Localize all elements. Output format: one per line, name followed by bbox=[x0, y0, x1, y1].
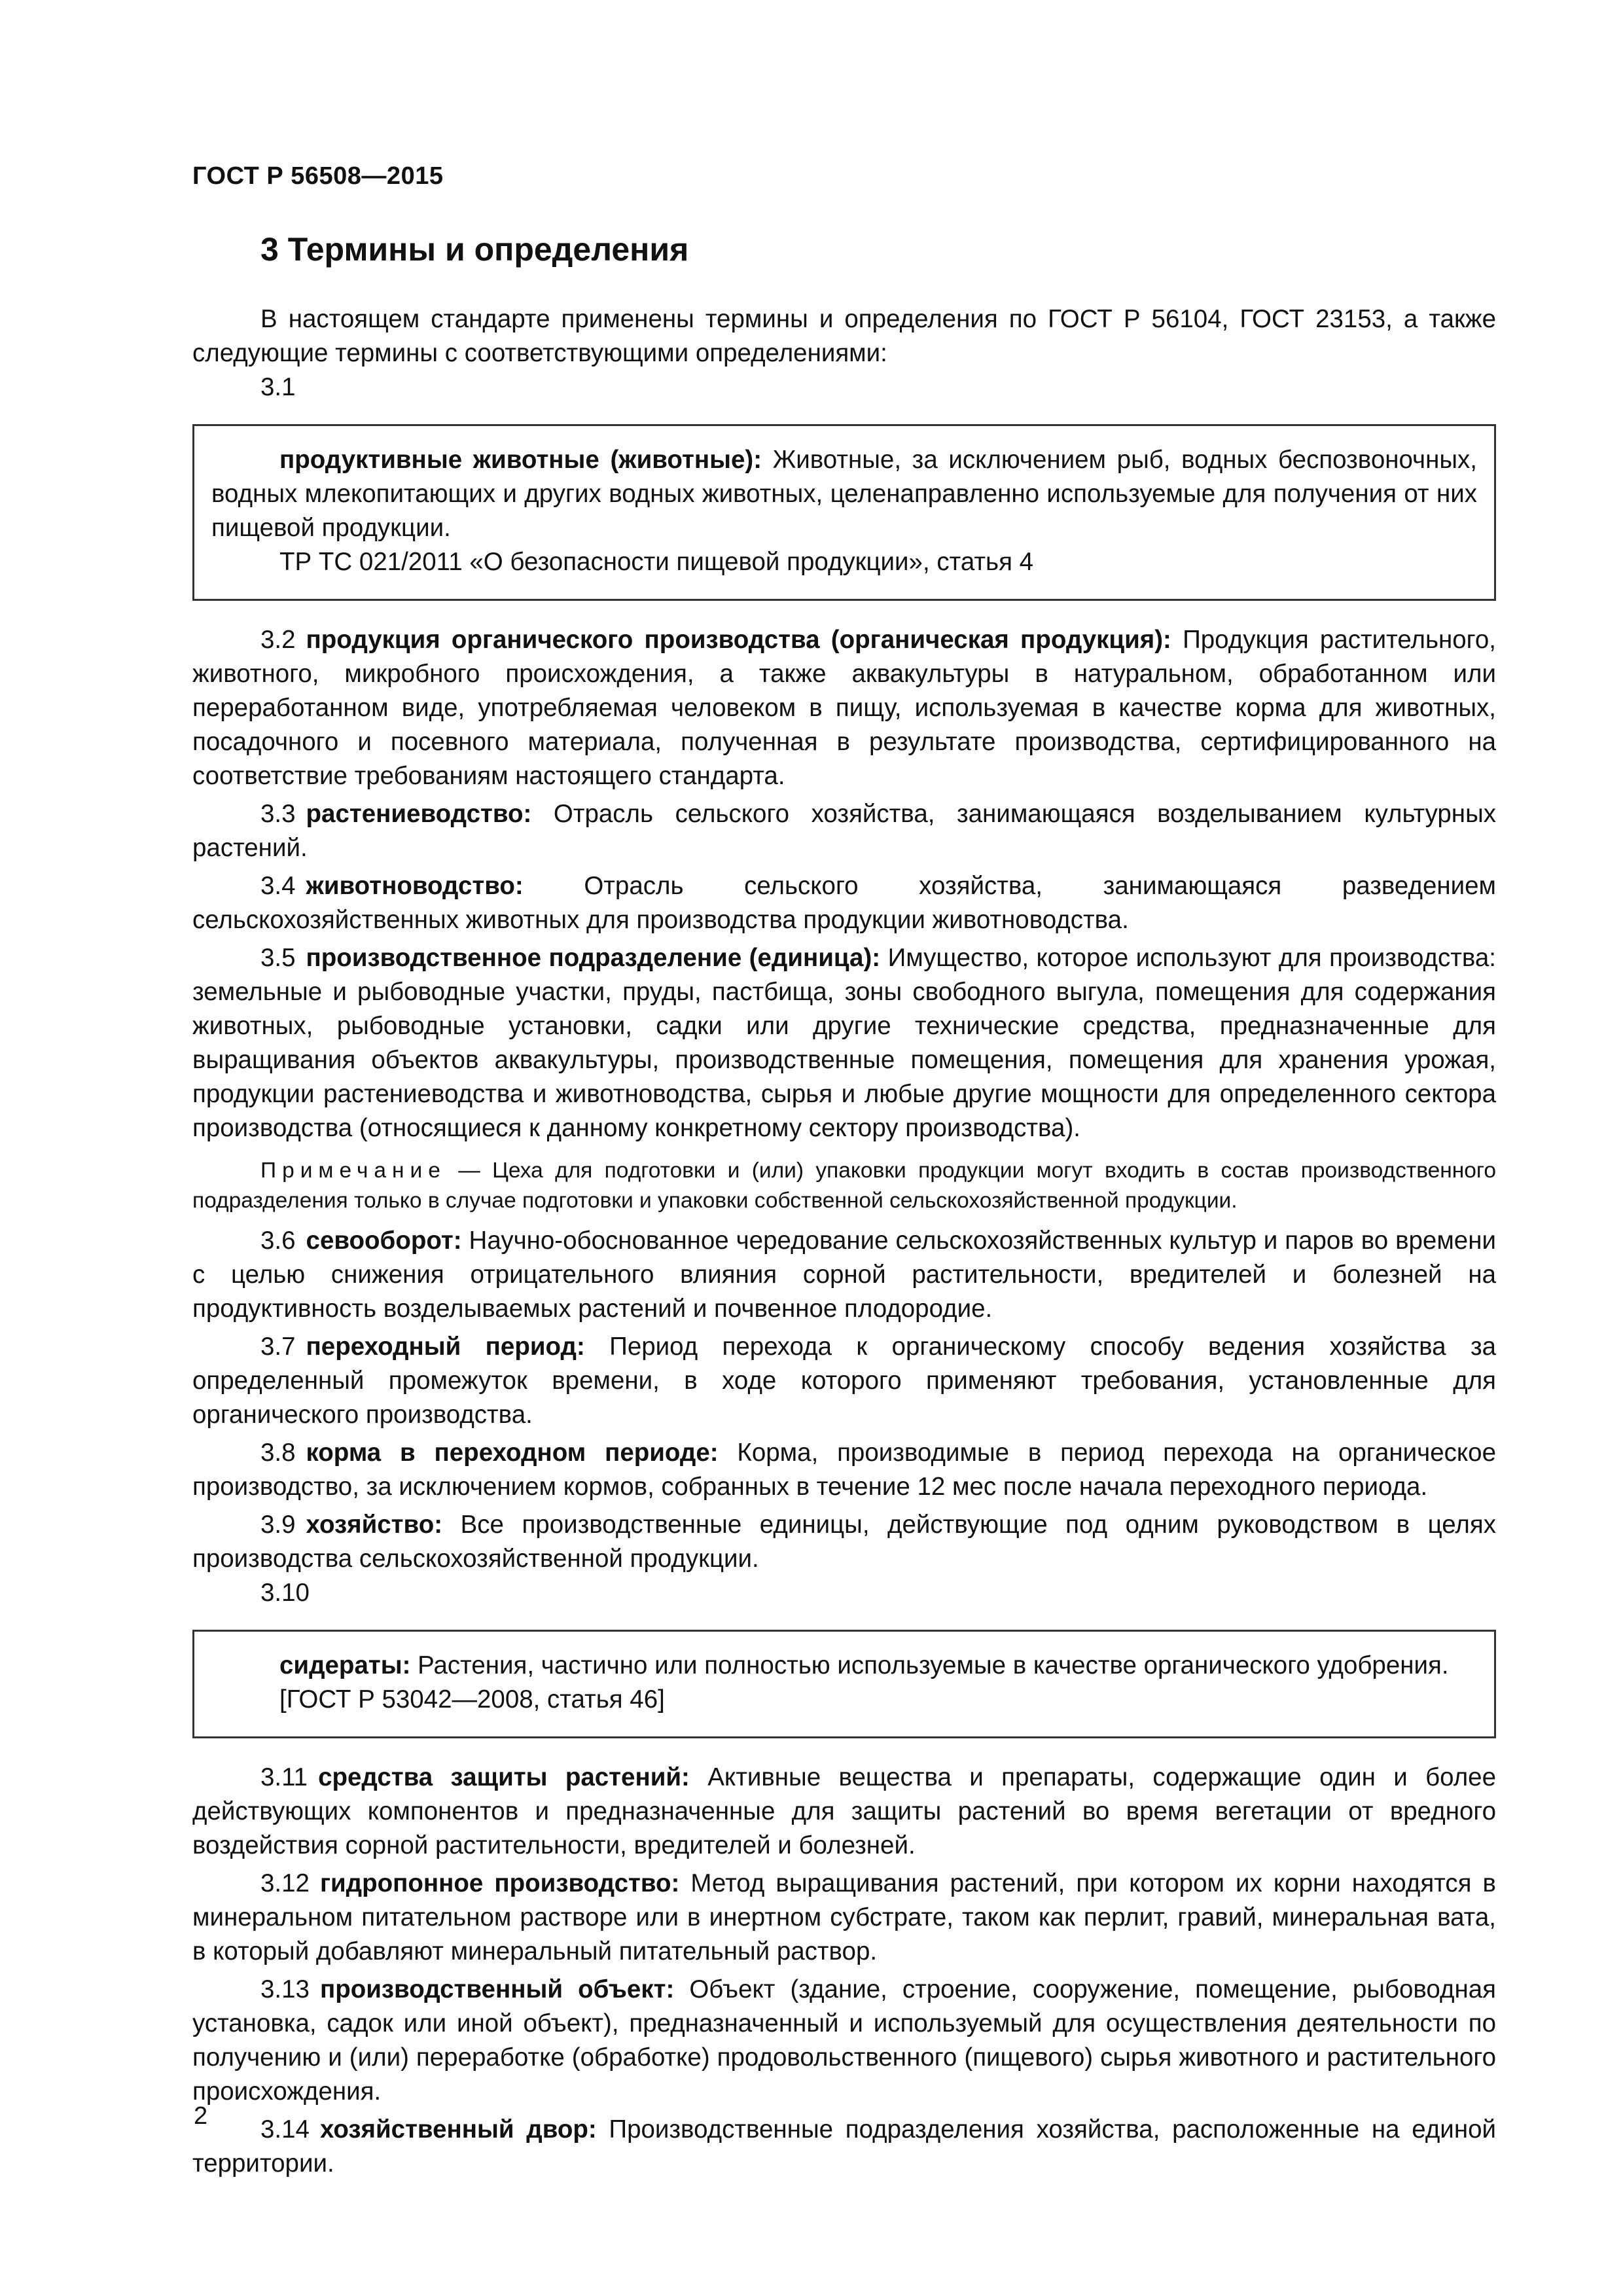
term-number: 3.11 bbox=[260, 1763, 308, 1791]
term-name: сидераты: bbox=[279, 1651, 411, 1679]
term-number: 3.3 bbox=[260, 800, 296, 828]
term-number: 3.6 bbox=[260, 1227, 296, 1255]
term-name: средства защиты растений: bbox=[318, 1763, 690, 1791]
term-name: производственное подразделение (единица): bbox=[306, 944, 881, 972]
term-name: продуктивные животные (животные): bbox=[279, 446, 762, 474]
term-definition: Имущество, которое используют для производства: земельные и рыбоводные участки, пруды, пастбища, зоны свободного выгула, помещения для содержания животных, рыбоводные установки, садки или другие технические средства, предназначенные для выращивания объектов аквакультуры, производственные помещения, помещения для хранения урожая, продукции растениеводства и животноводства, сырья и любые другие мощности для определенного сектора производства (относящиеся к данному конкретному сектору производства). bbox=[192, 944, 1496, 1142]
term-definition: Активные вещества и препараты, содержащие один и более действующих компонентов и предназначенные для защиты растений во время вегетации от вредного воздействия сорной растительности, вредителей и болезней. bbox=[192, 1763, 1497, 1859]
note-paragraph bbox=[192, 1156, 1496, 1216]
term-definition: Период перехода к органическому способу ведения хозяйства за определенный промежуток времени, в ходе которого применяют требования, установленные для органического производства. bbox=[192, 1333, 1497, 1429]
term-name: гидропонное производство: bbox=[319, 1869, 680, 1897]
term-number: 3.8 bbox=[260, 1439, 296, 1467]
term-definition: Производственные подразделения хозяйства, расположенные на единой территории. bbox=[192, 2115, 1496, 2178]
term-number: 3.12 bbox=[260, 1869, 310, 1897]
intro-paragraph: В настоящем стандарте применены термины и определения по ГОСТ Р 56104, ГОСТ 23153, а также следующие термины с соответствующими определениями: bbox=[192, 305, 1496, 367]
term-name: растениеводство: bbox=[306, 800, 532, 828]
term-number: 3.2 bbox=[260, 626, 296, 654]
term-name: переходный период: bbox=[306, 1333, 585, 1361]
term-entry bbox=[192, 869, 1496, 937]
term-definition: Животные, за исключением рыб, водных беспозвоночных, водных млекопитающих и других водных животных, целенаправленно используемые для получения от них пищевой продукции. bbox=[211, 446, 1477, 542]
term-entry bbox=[192, 1867, 1496, 1969]
term-number: 3.4 bbox=[260, 872, 296, 900]
term-entry bbox=[192, 1761, 1496, 1863]
term-definition: Все производственные единицы, действующие под одним руководством в целях производства сельскохозяйственной продукции. bbox=[192, 1511, 1496, 1573]
term-definition: Корма, производимые в период перехода на органическое производство, за исключением кормов, собранных в течение 12 мес после начала переходного периода. bbox=[192, 1439, 1496, 1501]
term-name: животноводство: bbox=[306, 872, 524, 900]
term-entry bbox=[211, 443, 1477, 545]
page-number: 2 bbox=[194, 2102, 208, 2130]
definition-source: [ГОСТ Р 53042—2008, статья 46] bbox=[279, 1685, 665, 1713]
term-number: 3.7 bbox=[260, 1333, 296, 1361]
document-code-header: ГОСТ Р 56508—2015 bbox=[192, 162, 444, 190]
term-number: 3.13 bbox=[260, 1975, 310, 2003]
term-definition: Растения, частично или полностью используемые в качестве органического удобрения. bbox=[410, 1651, 1449, 1679]
term-number: 3.5 bbox=[260, 944, 296, 972]
quoted-definition-box bbox=[192, 1630, 1496, 1738]
term-entry bbox=[192, 623, 1496, 793]
term-entry bbox=[192, 1973, 1496, 2109]
term-entry bbox=[192, 1224, 1496, 1326]
term-name: хозяйственный двор: bbox=[319, 2115, 597, 2144]
term-definition: Отрасль сельского хозяйства, занимающаяся возделыванием культурных растений. bbox=[192, 800, 1496, 862]
term-name: севооборот: bbox=[306, 1227, 462, 1255]
term-name: хозяйство: bbox=[306, 1511, 443, 1539]
term-entry bbox=[192, 941, 1496, 1145]
note-text: — Цеха для подготовки и (или) упаковки продукции могут входить в состав производственного подразделения только в случае подготовки и упаковки собственной сельскохозяйственной продукции. bbox=[192, 1158, 1496, 1213]
term-name: производственный объект: bbox=[319, 1975, 675, 2003]
term-definition: Отрасль сельского хозяйства, занимающаяся разведением сельскохозяйственных животных для производства продукции животноводства. bbox=[192, 872, 1496, 934]
term-definition: Продукция растительного, животного, микробного происхождения, а также аквакультуры в натуральном, обработанном или переработанном виде, употребляемая человеком в пищу, используемая в качестве корма для животных, посадочного и посевного материала, полученная в результате производства, сертифицированного на соответствие требованиям настоящего стандарта. bbox=[192, 626, 1496, 790]
note-label: Примечание bbox=[260, 1158, 446, 1183]
term-definition: Научно-обоснованное чередование сельскохозяйственных культур и паров во времени с целью снижения отрицательного влияния сорной растительности, вредителей и болезней на продуктивность возделываемых растений и почвенное плодородие. bbox=[192, 1227, 1496, 1323]
term-entry bbox=[192, 1330, 1496, 1432]
term-definition: Метод выращивания растений, при котором их корни находятся в минеральном питательном растворе или в инертном субстрате, таком как перлит, гравий, минеральная вата, в который добавляют минеральный питательный раствор. bbox=[192, 1869, 1496, 1965]
definition-source: ТР ТС 021/2011 «О безопасности пищевой продукции», статья 4 bbox=[279, 548, 1034, 576]
section-body bbox=[192, 302, 1496, 2181]
term-entry bbox=[192, 2113, 1496, 2181]
term-entry bbox=[211, 1649, 1477, 1683]
term-number: 3.14 bbox=[260, 2115, 310, 2144]
term-name: корма в переходном периоде: bbox=[306, 1439, 719, 1467]
section-title: 3 Термины и определения bbox=[260, 231, 689, 268]
term-definition: Объект (здание, строение, сооружение, помещение, рыбоводная установка, садок или иной объект), предназначенный и используемый для осуществления деятельности по получению и (или) переработке (обработке) продовольственного (пищевого) сырья животного и растительного происхождения. bbox=[192, 1975, 1496, 2106]
term-entry bbox=[192, 1436, 1496, 1504]
term-number: 3.9 bbox=[260, 1511, 296, 1539]
term-number: 3.1 bbox=[260, 373, 296, 401]
quoted-definition-box bbox=[192, 424, 1496, 601]
term-number: 3.10 bbox=[260, 1579, 310, 1607]
term-name: продукция органического производства (органическая продукция): bbox=[306, 626, 1171, 654]
term-entry bbox=[192, 1508, 1496, 1576]
term-entry bbox=[192, 797, 1496, 865]
